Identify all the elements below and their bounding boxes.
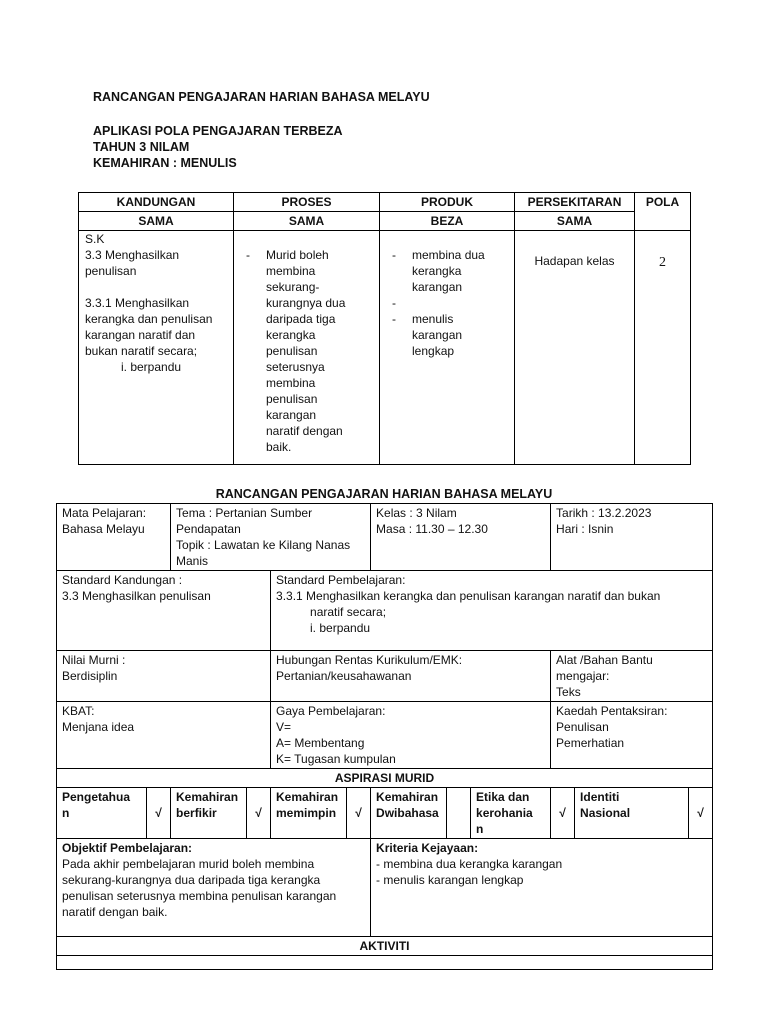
kandungan-line: i. berpandu <box>121 360 182 374</box>
nilai-murni-value: Berdisiplin <box>62 669 118 683</box>
standard-pembelajaran-cell <box>271 571 713 651</box>
aspirasi-label: berfikir <box>176 806 217 820</box>
kandungan-cell <box>79 231 234 465</box>
aspirasi-label: Etika dan <box>476 790 530 804</box>
kriteria-label: Kriteria Kejayaan: <box>376 841 479 855</box>
subheader-proses: SAMA <box>234 212 380 231</box>
subheader-persekitaran: SAMA <box>515 212 635 231</box>
standard-pembelajaran-label: Standard Pembelajaran: <box>276 573 406 587</box>
objektif-label: Objektif Pembelajaran: <box>62 841 193 855</box>
aspirasi-label: Identiti <box>580 790 620 804</box>
aspirasi-label: n <box>476 822 484 836</box>
hubungan-rentas-value: Pertanian/keusahawanan <box>276 669 412 683</box>
kriteria-cell <box>371 839 713 937</box>
masa-value: Masa : 11.30 – 12.30 <box>376 522 488 536</box>
hari-value: Hari : Isnin <box>556 522 614 536</box>
gaya-k: K= Tugasan kumpulan <box>276 752 396 766</box>
kandungan-code: S.K <box>85 232 105 246</box>
standard-kandungan-label: Standard Kandungan : <box>62 573 183 587</box>
kaedah-item: Penulisan <box>556 720 609 734</box>
aktiviti-header: AKTIVITI <box>57 937 713 956</box>
aspirasi-label: Kemahiran <box>276 790 339 804</box>
kbat-value: Menjana idea <box>62 720 135 734</box>
document-header <box>93 89 430 171</box>
gaya-a: A= Membentang <box>276 736 365 750</box>
aspirasi-label: Kemahiran <box>376 790 439 804</box>
aspirasi-item-etika <box>471 788 551 839</box>
objektif-line: sekurang-kurangnya dua daripada tiga kerangka <box>62 873 321 887</box>
aspirasi-label: Nasional <box>580 806 631 820</box>
kandungan-line: karangan naratif dan <box>85 328 196 342</box>
hubungan-rentas-cell <box>271 651 551 702</box>
kelas-value: Kelas : 3 Nilam <box>376 506 457 520</box>
document-title: RANCANGAN PENGAJARAN HARIAN BAHASA MELAYU <box>93 90 430 104</box>
produk-item: - menulis karangan lengkap <box>386 311 482 359</box>
pola-value: 2 <box>659 255 666 270</box>
header-line-aplikasi: APLIKASI POLA PENGAJARAN TERBEZA <box>93 124 343 138</box>
kandungan-line: bukan naratif secara; <box>85 344 198 358</box>
header-proses: PROSES <box>234 193 380 212</box>
aspirasi-header: ASPIRASI MURID <box>57 769 713 788</box>
aspirasi-item-memimpin <box>271 788 347 839</box>
objektif-line: penulisan seterusnya membina penulisan karangan <box>62 889 337 903</box>
kandungan-line: 3.3.1 Menghasilkan <box>85 296 190 310</box>
kriteria-line: - membina dua kerangka karangan <box>376 857 563 871</box>
kandungan-line: 3.3 Menghasilkan <box>85 248 180 262</box>
rph-title: RANCANGAN PENGAJARAN HARIAN BAHASA MELAYU <box>215 487 553 501</box>
kaedah-pentaksiran-cell <box>551 702 713 769</box>
rph-table <box>56 503 713 970</box>
aspirasi-label: memimpin <box>276 806 337 820</box>
standard-pembelajaran-line: naratif secara; <box>310 605 387 619</box>
kandungan-line: penulisan <box>85 264 137 278</box>
spacer <box>386 295 508 311</box>
header-line-tahun: TAHUN 3 NILAM <box>93 140 190 154</box>
standard-pembelajaran-line: i. berpandu <box>310 621 371 635</box>
aspirasi-label: Pengetahua <box>62 790 131 804</box>
tick-mark: √ <box>247 788 271 839</box>
kelas-masa-cell <box>371 504 551 571</box>
alat-bahan-label: Alat /Bahan Bantu mengajar: <box>556 653 653 683</box>
hubungan-rentas-label: Hubungan Rentas Kurikulum/EMK: <box>276 653 463 667</box>
kbat-cell <box>57 702 271 769</box>
kriteria-line: - menulis karangan lengkap <box>376 873 524 887</box>
standard-pembelajaran-line: 3.3.1 Menghasilkan kerangka dan penulisan karangan naratif dan bukan <box>276 589 661 603</box>
tick-mark: √ <box>147 788 171 839</box>
nilai-murni-cell <box>57 651 271 702</box>
aspirasi-label: kerohania <box>476 806 533 820</box>
header-kandungan: KANDUNGAN <box>79 193 234 212</box>
aspirasi-label: Kemahiran <box>176 790 239 804</box>
standard-kandungan-value: 3.3 Menghasilkan penulisan <box>62 589 211 603</box>
gaya-pembelajaran-cell <box>271 702 551 769</box>
persekitaran-cell <box>515 231 635 465</box>
alat-bahan-cell <box>551 651 713 702</box>
standard-kandungan-cell <box>57 571 271 651</box>
objektif-line: naratif dengan baik. <box>62 905 168 919</box>
tema-topik-cell <box>171 504 371 571</box>
aspirasi-row <box>57 788 713 839</box>
aspirasi-item-berfikir <box>171 788 247 839</box>
header-line-kemahiran: KEMAHIRAN : MENULIS <box>93 156 237 170</box>
proses-cell <box>234 231 380 465</box>
subheader-produk: BEZA <box>380 212 515 231</box>
aspirasi-item-pengetahuan <box>57 788 147 839</box>
nilai-murni-label: Nilai Murni : <box>62 653 126 667</box>
kbat-label: KBAT: <box>62 704 95 718</box>
kaedah-pentaksiran-label: Kaedah Pentaksiran: <box>556 704 668 718</box>
kaedah-item: Pemerhatian <box>556 736 625 750</box>
mata-pelajaran-cell <box>57 504 171 571</box>
produk-item: - membina dua kerangka karangan <box>386 247 492 295</box>
subheader-kandungan: SAMA <box>79 212 234 231</box>
persekitaran-value: Hadapan kelas <box>534 254 615 268</box>
pola-cell <box>635 231 691 465</box>
gaya-pembelajaran-label: Gaya Pembelajaran: <box>276 704 386 718</box>
tarikh-value: Tarikh : 13.2.2023 <box>556 506 652 520</box>
tick-mark: √ <box>551 788 575 839</box>
tick-mark <box>447 788 471 839</box>
aspirasi-item-identiti <box>575 788 689 839</box>
header-produk: PRODUK <box>380 193 515 212</box>
topik-value: Topik : Lawatan ke Kilang Nanas Manis <box>176 538 351 568</box>
produk-cell <box>380 231 515 465</box>
objektif-cell <box>57 839 371 937</box>
aktiviti-body <box>57 956 713 970</box>
aspirasi-item-dwibahasa <box>371 788 447 839</box>
kandungan-line: kerangka dan penulisan <box>85 312 213 326</box>
header-persekitaran: PERSEKITARAN <box>515 193 635 212</box>
tick-mark: √ <box>347 788 371 839</box>
proses-item: - Murid boleh membina sekurang-kurangnya dua daripada tiga kerangka penulisan seterusnya membina penulisan karangan naratif dengan baik. <box>240 247 348 455</box>
tarikh-hari-cell <box>551 504 713 571</box>
aspirasi-label: Dwibahasa <box>376 806 439 820</box>
objektif-line: Pada akhir pembelajaran murid boleh membina <box>62 857 315 871</box>
header-pola: POLA <box>635 193 691 231</box>
gaya-v: V= <box>276 720 292 734</box>
mata-pelajaran-label: Mata Pelajaran: <box>62 506 147 520</box>
tema-value: Tema : Pertanian Sumber Pendapatan <box>176 506 313 536</box>
mata-pelajaran-value: Bahasa Melayu <box>62 522 145 536</box>
pola-table <box>78 192 691 465</box>
aspirasi-label: n <box>62 806 70 820</box>
tick-mark: √ <box>689 788 713 839</box>
alat-bahan-value: Teks <box>556 685 581 699</box>
